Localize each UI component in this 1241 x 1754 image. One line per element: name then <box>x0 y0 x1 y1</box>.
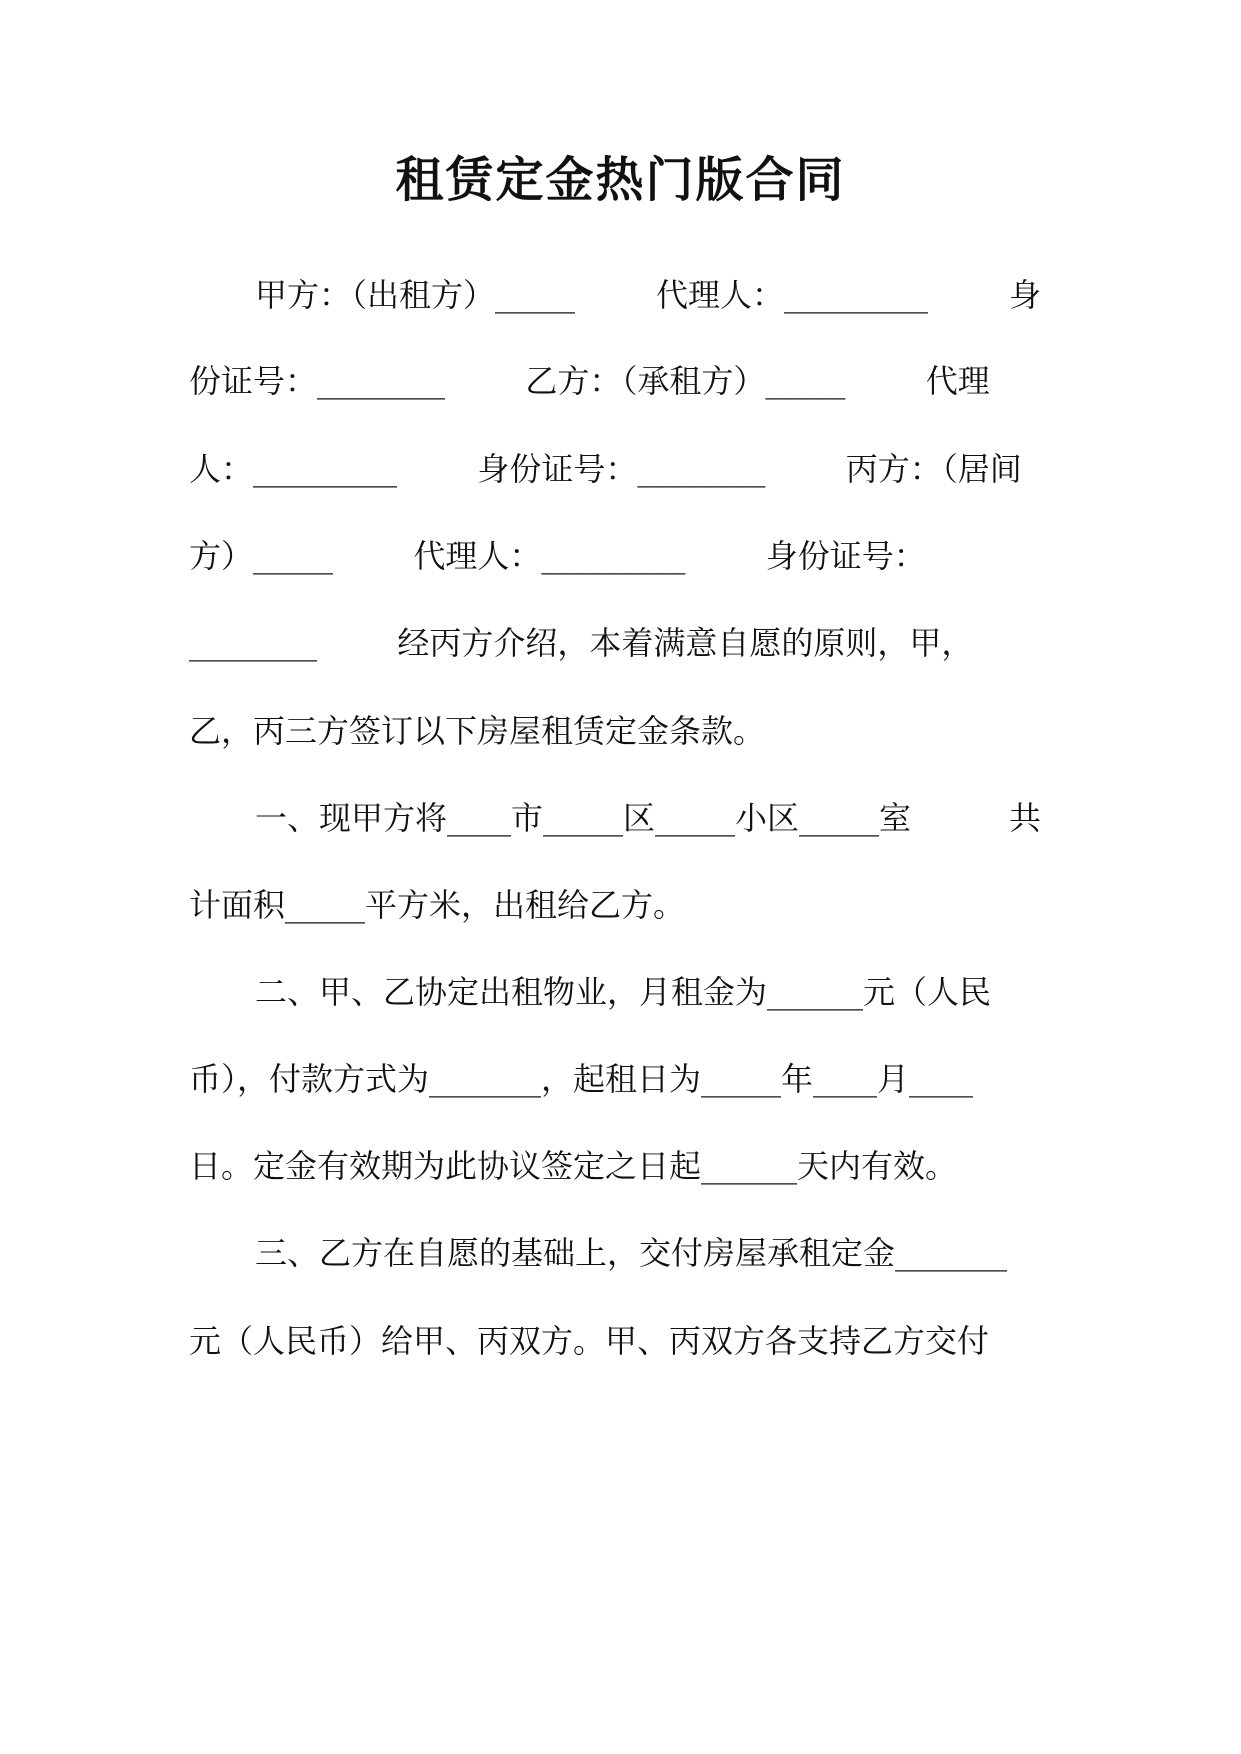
text-segment: 乙方：（承租方）_____ <box>525 362 846 400</box>
paragraph-line <box>189 1143 1041 1189</box>
text-segment: 丙方：（居间 <box>845 450 1022 488</box>
text-segment: 乙，丙三方签订以下房屋租赁定金条款。 <box>189 712 766 750</box>
paragraph-line <box>255 1230 1041 1276</box>
text-segment: 日。定金有效期为此协议签定之日起______天内有效。 <box>189 1147 958 1185</box>
text-segment: 身份证号：________ <box>477 450 766 488</box>
text-segment: 二、甲、乙协定出租物业，月租金为______元（人民 <box>255 973 992 1011</box>
text-segment: ________ <box>189 624 317 662</box>
paragraph-line <box>255 969 1041 1015</box>
text-segment: 共 <box>1008 799 1041 837</box>
text-segment: 代理人：_________ <box>655 276 928 314</box>
text-segment: 份证号：________ <box>189 362 446 400</box>
text-segment: 方）_____ <box>189 537 334 575</box>
paragraph-line <box>189 1056 1041 1102</box>
document-title: 租赁定金热门版合同 <box>395 152 846 208</box>
paragraph-line <box>189 708 1041 754</box>
text-segment: 元（人民币）给甲、丙双方。甲、丙双方各支持乙方交付 <box>189 1322 990 1360</box>
paragraph-line <box>189 533 1041 579</box>
paragraph-line <box>189 358 1041 404</box>
paragraph-line <box>189 446 1041 492</box>
text-segment: 计面积_____平方米，出租给乙方。 <box>189 886 686 924</box>
paragraph-line <box>255 272 1041 318</box>
paragraph-line <box>189 882 1041 928</box>
text-segment: 三、乙方在自愿的基础上，交付房屋承租定金_______ <box>255 1234 1008 1272</box>
text-segment: 代理 <box>925 362 990 400</box>
text-segment: 一、现甲方将____市_____区_____小区_____室 <box>255 799 912 837</box>
text-segment: 甲方：（出租方）_____ <box>255 276 576 314</box>
text-segment: 经丙方介绍，本着满意自愿的原则，甲， <box>397 624 974 662</box>
text-segment: 人：_________ <box>189 450 398 488</box>
text-segment: 身份证号： <box>765 537 926 575</box>
paragraph-line <box>189 620 1041 666</box>
paragraph-line <box>255 795 1041 841</box>
text-segment: 代理人：_________ <box>413 537 686 575</box>
text-segment: 币），付款方式为_______，起租日为_____年____月____ <box>189 1060 974 1098</box>
text-segment: 身 <box>1008 276 1041 314</box>
paragraph-line <box>189 1318 1041 1364</box>
